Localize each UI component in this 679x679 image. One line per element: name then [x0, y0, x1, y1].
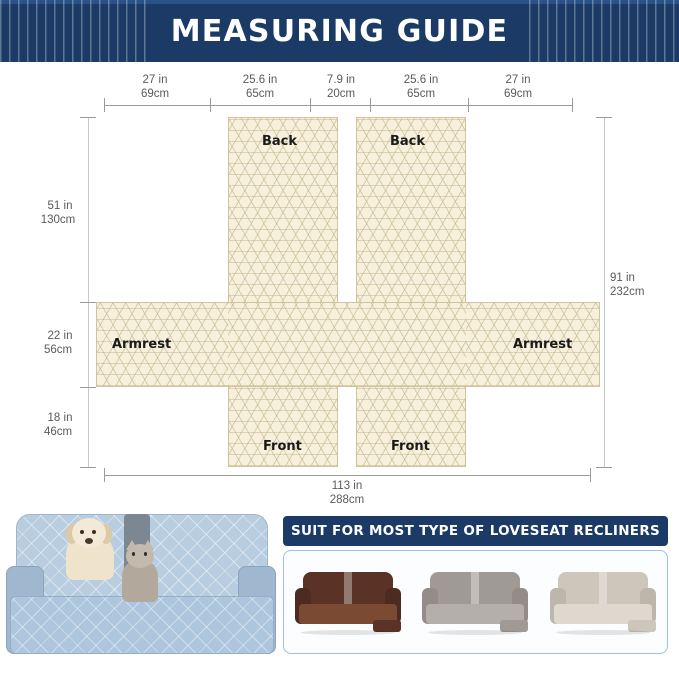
dim-top-3-inches: 7.9 in: [326, 74, 356, 86]
dim-left-tick-2: [80, 387, 96, 388]
ruler-left-decoration: [0, 0, 150, 62]
dim-top-2-inches: 25.6 in: [242, 74, 278, 86]
dim-top-tick-5: [468, 98, 469, 112]
ruler-right-decoration: [529, 0, 679, 62]
dog-image: [62, 518, 118, 580]
label-back-left: Back: [262, 134, 298, 149]
dim-right-axis: [604, 117, 605, 467]
suit-panel-title: SUIT FOR MOST TYPE OF LOVESEAT RECLINERS: [290, 523, 661, 539]
dim-left-tick-1: [80, 302, 96, 303]
dim-right-inches: 91 in: [610, 272, 635, 284]
dim-top-tick-3: [310, 98, 311, 112]
dim-left-tick-3: [80, 467, 96, 468]
dim-top-5-cm: 69cm: [503, 88, 533, 100]
sofa-seat: [10, 596, 274, 654]
dim-bottom-tick-left: [104, 468, 105, 482]
dim-top-tick-4: [370, 98, 371, 112]
dim-top-5-inches: 27 in: [505, 74, 531, 86]
dim-right-tick-bottom: [596, 467, 612, 468]
piece-front-right: [356, 385, 466, 467]
dim-left-tick-top: [80, 117, 96, 118]
suit-panel-header: [283, 516, 668, 546]
dim-bottom-tick-right: [590, 468, 591, 482]
dim-left-2-inches: 22 in: [47, 330, 73, 342]
dim-top-4-inches: 25.6 in: [403, 74, 439, 86]
recliner-thumb-brown: [295, 566, 401, 638]
dim-top-tick-2: [210, 98, 211, 112]
dim-bottom-cm: 288cm: [329, 494, 365, 506]
dim-left-2-cm: 56cm: [43, 344, 73, 356]
dim-top-1-cm: 69cm: [140, 88, 170, 100]
label-back-right: Back: [390, 134, 426, 149]
dim-bottom-line: [104, 475, 591, 476]
dim-top-3-cm: 20cm: [326, 88, 356, 100]
dim-right-tick-top: [596, 117, 612, 118]
recliner-thumb-cream: [550, 566, 656, 638]
product-photo: [6, 496, 276, 671]
dim-left-3-inches: 18 in: [47, 412, 73, 424]
suit-for-panel: [283, 516, 668, 658]
dim-left-3-cm: 46cm: [43, 426, 73, 438]
dim-top-1-inches: 27 in: [142, 74, 168, 86]
label-armrest-right: Armrest: [513, 337, 573, 352]
label-front-right: Front: [391, 439, 430, 454]
dim-top-4-cm: 65cm: [406, 88, 436, 100]
dim-left-axis: [88, 117, 89, 467]
dim-left-1-cm: 130cm: [40, 214, 76, 226]
dim-bottom-inches: 113 in: [331, 480, 363, 492]
measuring-diagram: [0, 62, 679, 506]
page-title: MEASURING GUIDE: [170, 13, 509, 49]
header-banner: [0, 0, 679, 62]
dim-top-2-cm: 65cm: [245, 88, 275, 100]
suit-panel-body: [283, 550, 668, 654]
dim-top-tick-6: [572, 98, 573, 112]
dim-left-1-inches: 51 in: [47, 200, 73, 212]
label-front-left: Front: [263, 439, 302, 454]
recliner-thumb-gray: [422, 566, 528, 638]
dim-top-line: [104, 105, 573, 106]
piece-front-left: [228, 385, 338, 467]
label-armrest-left: Armrest: [112, 337, 172, 352]
dim-top-tick-1: [104, 98, 105, 112]
dim-right-cm: 232cm: [610, 286, 645, 298]
piece-center-overlap: [228, 302, 466, 387]
cat-image: [118, 540, 162, 602]
